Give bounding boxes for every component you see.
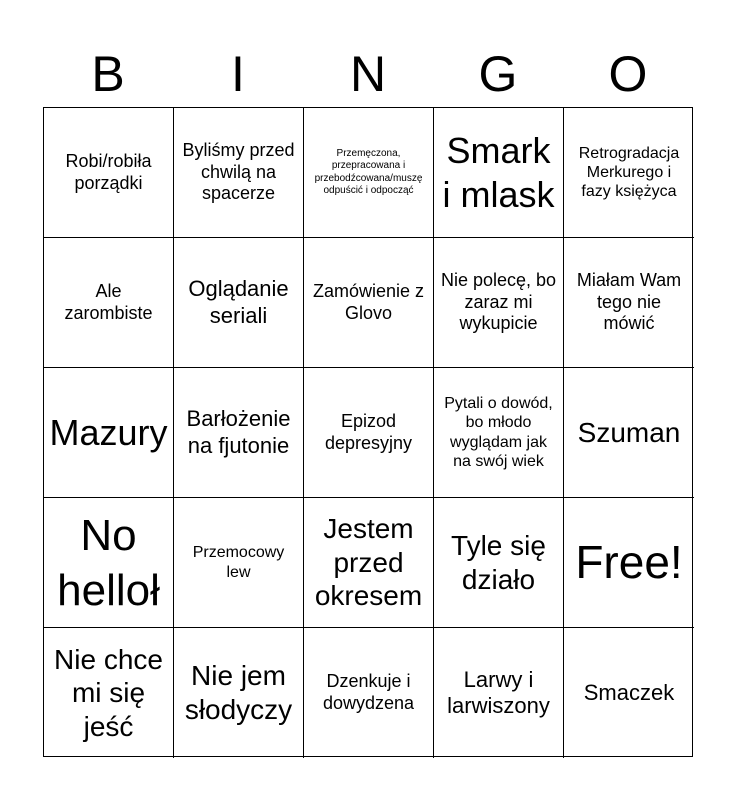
cell-text: No helloł: [57, 510, 160, 615]
bingo-cell-r1c4[interactable]: [434, 108, 564, 238]
cell-text: Robi/robiła porządki: [65, 150, 152, 193]
cell-text: Retrogradacja Merkurego i fazy księżyca: [578, 144, 680, 201]
header-letter-g: G: [478, 46, 518, 102]
bingo-cell-r1c2[interactable]: [174, 108, 304, 238]
bingo-cell-r3c4[interactable]: [434, 368, 564, 498]
bingo-cell-r2c3[interactable]: [304, 238, 434, 368]
bingo-cell-r5c5[interactable]: [564, 628, 694, 758]
bingo-cell-r4c2[interactable]: [174, 498, 304, 628]
cell-text: Epizod depresyjny: [324, 410, 413, 453]
cell-text: Nie polecę, bo zaraz mi wykupicie: [440, 270, 557, 334]
cell-text: Tyle się działo: [451, 529, 546, 595]
cell-text: Miałam Wam tego nie mówić: [576, 270, 682, 334]
cell-text: Dzenkuje i dowydzena: [322, 671, 415, 713]
cell-text: Przemęczona, przepracowana i przebodźcowana/muszę odpuścić i odpocząć: [314, 147, 423, 196]
cell-text: Oglądanie seriali: [188, 276, 289, 328]
bingo-cell-r3c3[interactable]: [304, 368, 434, 498]
cell-text: Nie chce mi się jeść: [54, 643, 163, 742]
cell-text: Przemocowy lew: [192, 544, 285, 581]
bingo-cell-r3c5[interactable]: [564, 368, 694, 498]
bingo-cell-r5c2[interactable]: [174, 628, 304, 758]
cell-text: Larwy i larwiszony: [447, 666, 550, 718]
bingo-cell-r5c4[interactable]: [434, 628, 564, 758]
bingo-cell-r4c5-free[interactable]: [564, 498, 694, 628]
cell-text: Zamówienie z Glovo: [312, 280, 425, 323]
cell-text: Nie jem słodyczy: [184, 660, 293, 725]
cell-text: Szuman: [577, 416, 681, 448]
bingo-cell-r4c4[interactable]: [434, 498, 564, 628]
bingo-cell-r1c5[interactable]: [564, 108, 694, 238]
bingo-cell-r3c2[interactable]: [174, 368, 304, 498]
bingo-cell-r1c1[interactable]: [44, 108, 174, 238]
header-letter-i: I: [231, 46, 245, 102]
bingo-header: [43, 42, 693, 106]
bingo-cell-r1c3[interactable]: [304, 108, 434, 238]
cell-text: Barłożenie na fjutonie: [186, 406, 291, 458]
cell-text: Smark i mlask: [442, 130, 555, 215]
bingo-cell-r5c1[interactable]: [44, 628, 174, 758]
bingo-cell-r2c5[interactable]: [564, 238, 694, 368]
bingo-cell-r2c1[interactable]: [44, 238, 174, 368]
bingo-cell-r5c3[interactable]: [304, 628, 434, 758]
header-letter-b: B: [91, 46, 125, 102]
cell-text: Ale zarombiste: [64, 280, 153, 323]
cell-text: Smaczek: [583, 679, 675, 705]
header-letter-o: O: [608, 46, 648, 102]
cell-text: Free!: [575, 535, 683, 588]
cell-text: Mazury: [49, 411, 168, 453]
bingo-cell-r4c3[interactable]: [304, 498, 434, 628]
bingo-cell-r3c1[interactable]: [44, 368, 174, 498]
cell-text: Jestem przed okresem: [314, 513, 423, 612]
header-letter-n: N: [349, 46, 387, 102]
cell-text: Pytali o dowód, bo młodo wyglądam jak na swój wiek: [444, 395, 553, 470]
bingo-cell-r2c4[interactable]: [434, 238, 564, 368]
cell-text: Byliśmy przed chwilą na spacerze: [182, 140, 295, 204]
bingo-cell-r2c2[interactable]: [174, 238, 304, 368]
bingo-cell-r4c1[interactable]: [44, 498, 174, 628]
bingo-grid: [43, 107, 693, 757]
